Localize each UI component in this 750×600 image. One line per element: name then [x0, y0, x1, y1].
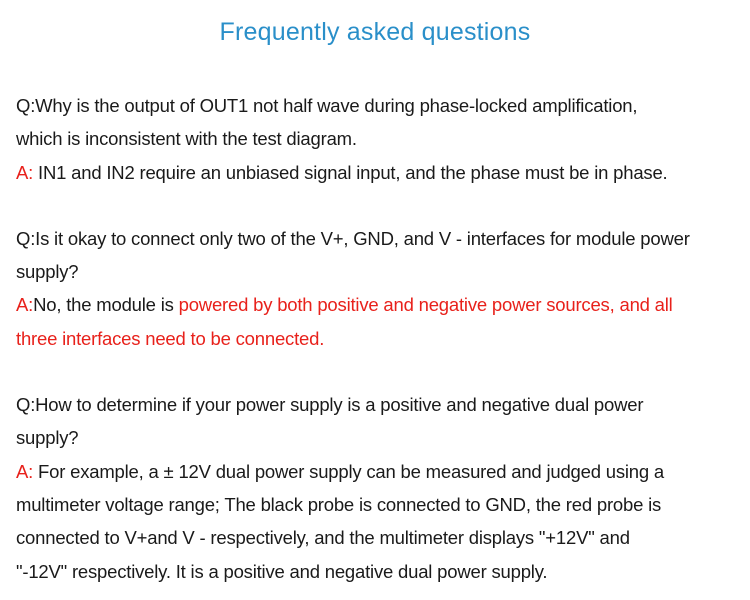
- faq-item: [16, 222, 742, 355]
- answer-highlight: three interfaces need to be connected.: [16, 327, 325, 349]
- answer-line: [16, 455, 742, 488]
- answer-highlight: powered by both positive and negative power sources, and all: [178, 294, 673, 316]
- answer-prefix: A:: [16, 161, 34, 183]
- question-line: Q:How to determine if your power supply is a positive and negative dual power: [16, 394, 644, 416]
- answer-text: No, the module is: [33, 294, 179, 316]
- question-line: supply?: [16, 261, 79, 283]
- question-line: supply?: [16, 427, 79, 449]
- answer-line: multimeter voltage range; The black probe is connected to GND, the red probe is: [16, 493, 662, 515]
- answer-line: [16, 156, 742, 189]
- faq-item: [16, 89, 742, 189]
- question-line: which is inconsistent with the test diagram.: [16, 128, 357, 150]
- answer-text: IN1 and IN2 require an unbiased signal input, and the phase must be in phase.: [33, 161, 668, 183]
- faq-item: [16, 388, 742, 588]
- answer-prefix: A:: [16, 460, 34, 482]
- question-line: Q:Is it okay to connect only two of the V+, GND, and V - interfaces for module power: [16, 227, 690, 249]
- question-line: Q:Why is the output of OUT1 not half wave during phase-locked amplification,: [16, 95, 638, 116]
- answer-line: connected to V+and V - respectively, and the multimeter displays "+12V" and: [16, 527, 630, 549]
- answer-text: For example, a ± 12V dual power supply can be measured and judged using a: [33, 460, 665, 482]
- faq-list: [16, 89, 742, 588]
- page-title: Frequently asked questions: [219, 18, 531, 46]
- answer-line: "-12V" respectively. It is a positive and negative dual power supply.: [16, 560, 548, 582]
- answer-prefix: A:: [16, 294, 34, 316]
- answer-line: [16, 288, 742, 321]
